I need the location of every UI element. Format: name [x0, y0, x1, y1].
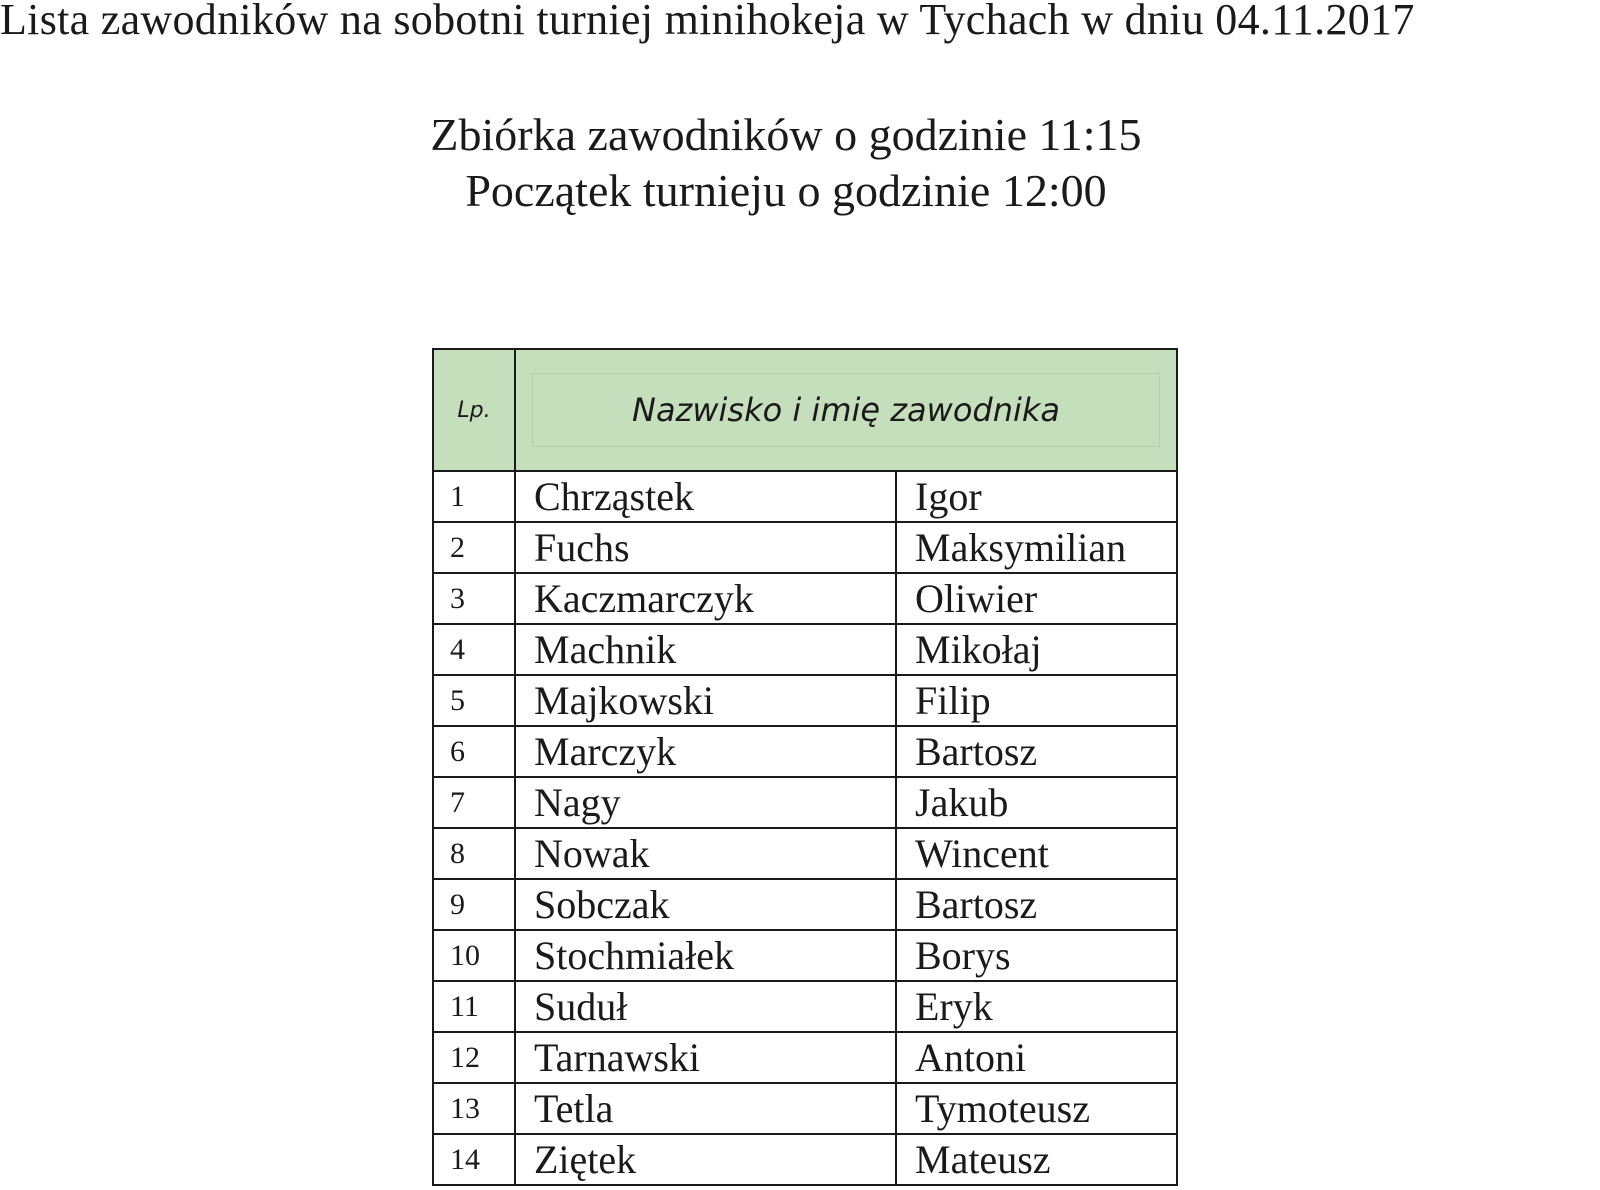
row-first-name: Antoni: [896, 1032, 1177, 1083]
row-surname: Majkowski: [515, 675, 896, 726]
row-surname: Fuchs: [515, 522, 896, 573]
row-first-name: Bartosz: [896, 726, 1177, 777]
row-lp: 3: [433, 573, 515, 624]
table-row: [433, 828, 1177, 879]
table-row: [433, 726, 1177, 777]
row-first-name: Eryk: [896, 981, 1177, 1032]
row-surname: Machnik: [515, 624, 896, 675]
row-lp: 6: [433, 726, 515, 777]
row-lp: 7: [433, 777, 515, 828]
players-table: [432, 348, 1178, 1186]
column-header-name: [515, 349, 1177, 471]
row-first-name: Igor: [896, 471, 1177, 522]
row-lp: 9: [433, 879, 515, 930]
table-row: [433, 471, 1177, 522]
row-surname: Ziętek: [515, 1134, 896, 1185]
row-lp: 12: [433, 1032, 515, 1083]
table-body: [433, 471, 1177, 1185]
table-header-row: [433, 349, 1177, 471]
table-row: [433, 1083, 1177, 1134]
row-lp: 4: [433, 624, 515, 675]
row-first-name: Bartosz: [896, 879, 1177, 930]
table-row: [433, 777, 1177, 828]
gathering-time: Zbiórka zawodników o godzinie 11:15: [430, 109, 1142, 160]
table-row: [433, 624, 1177, 675]
row-first-name: Mikołaj: [896, 624, 1177, 675]
row-first-name: Wincent: [896, 828, 1177, 879]
row-surname: Suduł: [515, 981, 896, 1032]
row-lp: 14: [433, 1134, 515, 1185]
row-surname: Marczyk: [515, 726, 896, 777]
column-header-name-label: Nazwisko i imię zawodnika: [532, 373, 1160, 447]
row-surname: Kaczmarczyk: [515, 573, 896, 624]
table-row: [433, 981, 1177, 1032]
row-surname: Nagy: [515, 777, 896, 828]
row-first-name: Mateusz: [896, 1134, 1177, 1185]
row-surname: Nowak: [515, 828, 896, 879]
row-surname: Chrząstek: [515, 471, 896, 522]
document-title: Lista zawodników na sobotni turniej minihokeja w Tychach w dniu 04.11.2017: [0, 0, 1415, 44]
table-row: [433, 675, 1177, 726]
row-lp: 1: [433, 471, 515, 522]
row-surname: Tetla: [515, 1083, 896, 1134]
table-row: [433, 930, 1177, 981]
row-first-name: Maksymilian: [896, 522, 1177, 573]
table-row: [433, 1032, 1177, 1083]
row-lp: 5: [433, 675, 515, 726]
row-lp: 8: [433, 828, 515, 879]
row-first-name: Oliwier: [896, 573, 1177, 624]
start-time: Początek turnieju o godzinie 12:00: [465, 165, 1107, 216]
row-surname: Tarnawski: [515, 1032, 896, 1083]
row-first-name: Borys: [896, 930, 1177, 981]
table-row: [433, 1134, 1177, 1185]
table-row: [433, 879, 1177, 930]
row-first-name: Filip: [896, 675, 1177, 726]
row-lp: 11: [433, 981, 515, 1032]
table-row: [433, 522, 1177, 573]
row-lp: 2: [433, 522, 515, 573]
row-lp: 13: [433, 1083, 515, 1134]
row-first-name: Jakub: [896, 777, 1177, 828]
row-lp: 10: [433, 930, 515, 981]
table-row: [433, 573, 1177, 624]
row-surname: Sobczak: [515, 879, 896, 930]
row-first-name: Tymoteusz: [896, 1083, 1177, 1134]
column-header-lp: Lp.: [433, 349, 515, 471]
row-surname: Stochmiałek: [515, 930, 896, 981]
